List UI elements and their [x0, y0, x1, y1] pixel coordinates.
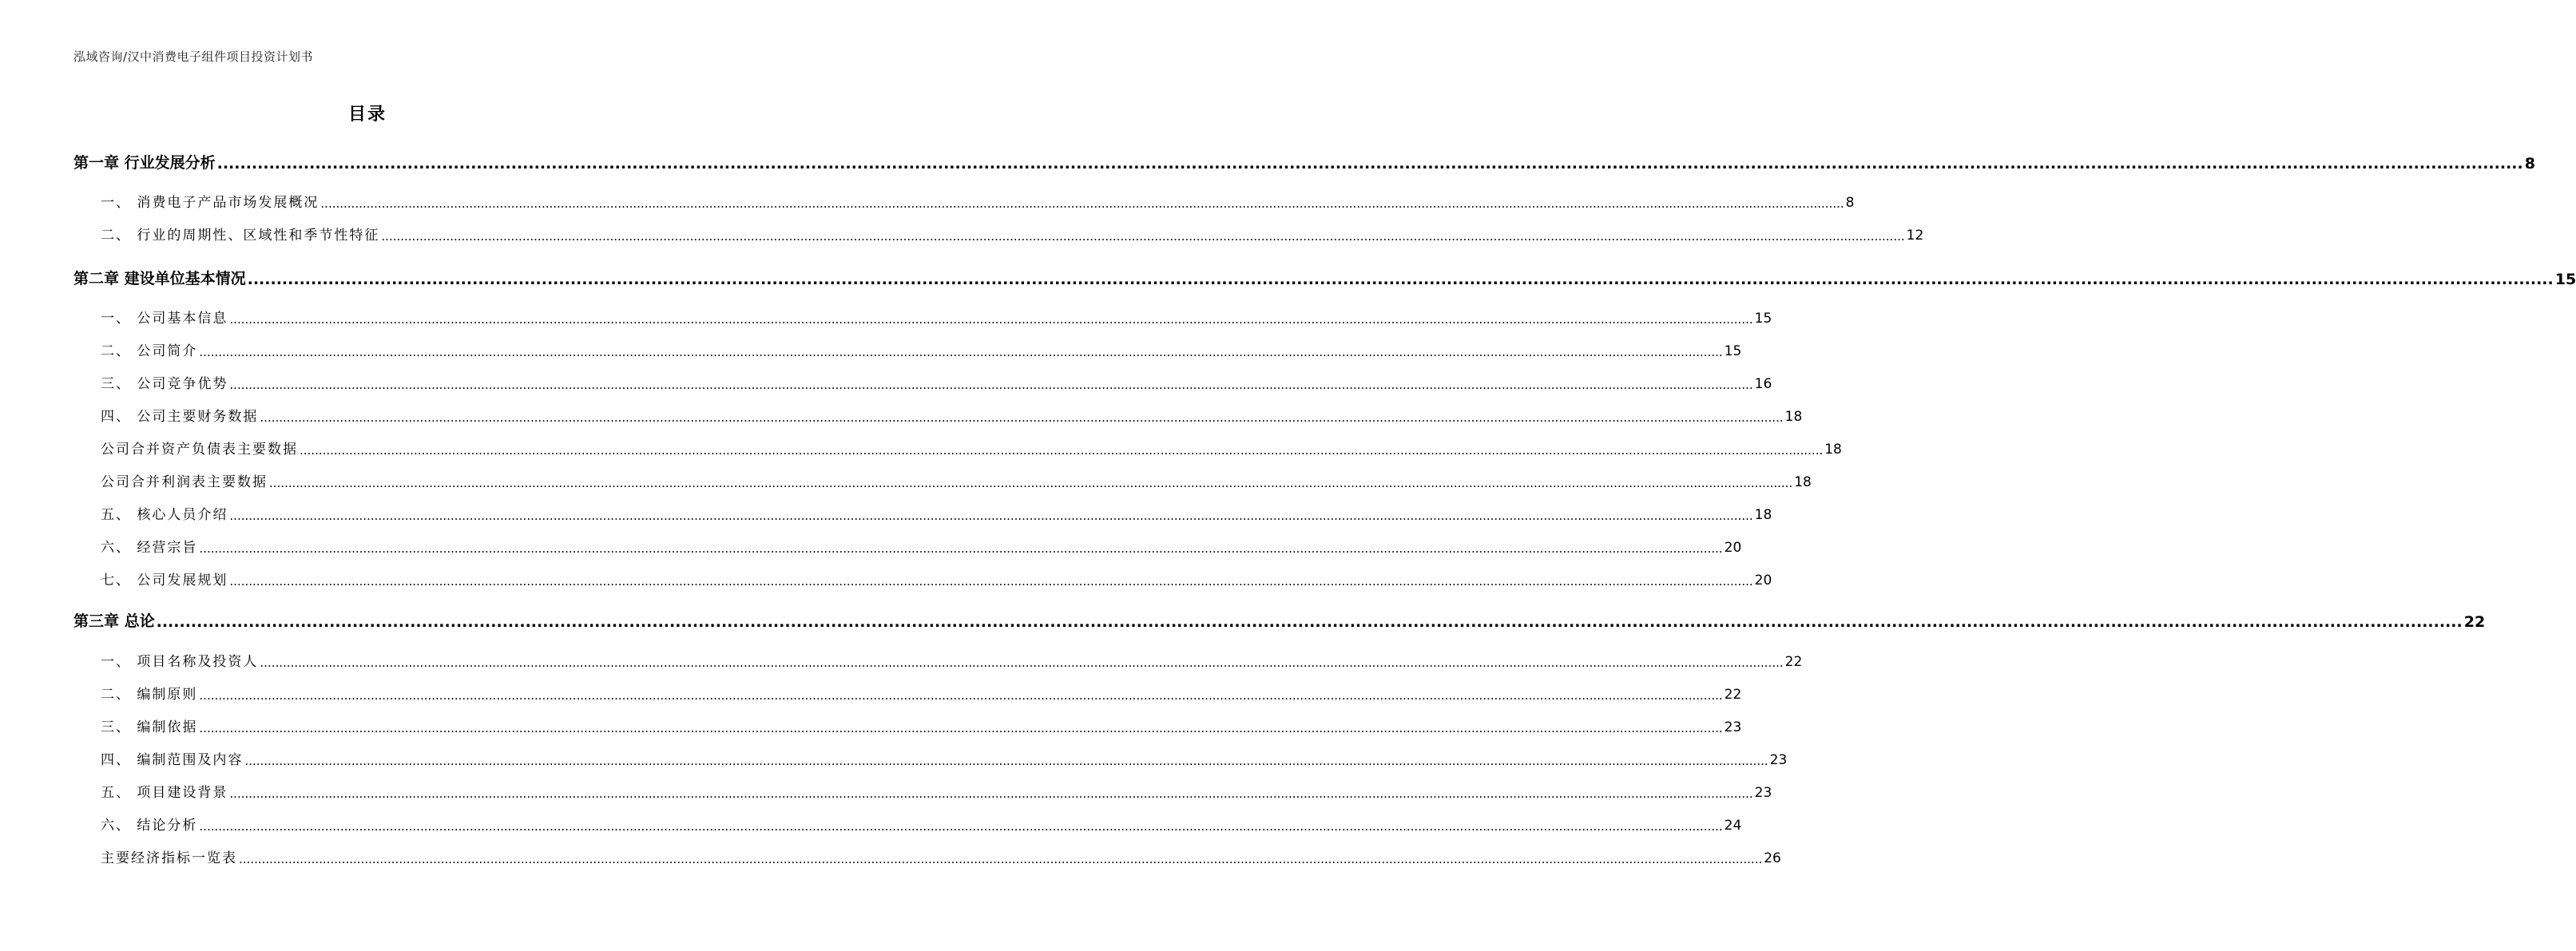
toc-section-entry[interactable] [101, 535, 1742, 556]
toc-page-number: 15 [2554, 271, 2576, 288]
toc-leader-dots: ................................................................................................................................................................................................................................................................................................................................................................................................................ [199, 721, 1723, 735]
toc-section-entry[interactable] [101, 223, 1924, 244]
page-header: 泓域咨询/汉中消费电子组件项目投资计划书 [73, 50, 314, 64]
toc-leader-dots: ................................................................................................................................................................................................................................................................................................................................................................................................................ [300, 443, 1824, 458]
toc-section-entry[interactable] [101, 568, 1772, 588]
toc-leader-dots: ................................................................................................................................................................................................................................................................................................................................................................................................................ [229, 787, 1753, 801]
toc-section-entry[interactable] [101, 437, 1842, 458]
toc-leader-dots: ................................................................................................................................................................................................................................................................................................................................................................................................................ [216, 155, 2523, 172]
toc-section-entry[interactable] [101, 747, 1788, 768]
toc-entry-label: 第三章 总论 [73, 612, 155, 630]
toc-entry-label: 公司合并资产负债表主要数据 [101, 442, 298, 458]
toc-section-entry[interactable] [101, 190, 1855, 211]
toc-leader-dots: ................................................................................................................................................................................................................................................................................................................................................................................................................ [199, 688, 1723, 703]
toc-entry-label: 一、 消费电子产品市场发展概况 [101, 195, 320, 211]
toc-section-entry[interactable] [101, 813, 1742, 834]
toc-page-number: 16 [1754, 376, 1772, 392]
toc-leader-dots: ................................................................................................................................................................................................................................................................................................................................................................................................................ [320, 196, 1844, 211]
toc-leader-dots: ................................................................................................................................................................................................................................................................................................................................................................................................................ [244, 754, 1768, 768]
toc-page-number: 24 [1724, 818, 1742, 834]
toc-page-number: 20 [1754, 573, 1772, 588]
toc-leader-dots: ................................................................................................................................................................................................................................................................................................................................................................................................................ [260, 410, 1784, 425]
toc-page-number: 22 [1784, 654, 1803, 670]
toc-leader-dots: ................................................................................................................................................................................................................................................................................................................................................................................................................ [229, 574, 1753, 588]
toc-leader-dots: ................................................................................................................................................................................................................................................................................................................................................................................................................ [199, 345, 1723, 359]
toc-entry-label: 六、 经营宗旨 [101, 540, 198, 556]
page-title: 目录 [347, 105, 387, 125]
toc-section-entry[interactable] [101, 715, 1742, 735]
toc-chapter-entry[interactable] [73, 266, 2576, 288]
toc-page-number: 8 [1845, 195, 1855, 211]
toc-section-entry[interactable] [101, 306, 1772, 327]
toc-entry-label: 四、 公司主要财务数据 [101, 409, 259, 425]
toc-entry-label: 一、 公司基本信息 [101, 311, 228, 327]
toc-section-entry[interactable] [101, 846, 1781, 866]
toc-section-entry[interactable] [101, 339, 1742, 359]
toc-entry-label: 五、 核心人员介绍 [101, 507, 228, 523]
toc-section-entry[interactable] [101, 649, 1803, 670]
toc-page-number: 18 [1824, 442, 1842, 458]
toc-leader-dots: ................................................................................................................................................................................................................................................................................................................................................................................................................ [381, 229, 1905, 244]
toc-leader-dots: ................................................................................................................................................................................................................................................................................................................................................................................................................ [229, 378, 1753, 392]
toc-leader-dots: ................................................................................................................................................................................................................................................................................................................................................................................................................ [260, 656, 1784, 670]
toc-leader-dots: ................................................................................................................................................................................................................................................................................................................................................................................................................ [229, 509, 1753, 523]
toc-section-entry[interactable] [101, 780, 1772, 801]
toc-section-entry[interactable] [101, 502, 1772, 523]
toc-entry-label: 公司合并利润表主要数据 [101, 474, 268, 490]
toc-page-number: 23 [1754, 785, 1772, 801]
toc-entry-label: 第一章 行业发展分析 [73, 154, 216, 172]
toc-entry-label: 第二章 建设单位基本情况 [73, 270, 246, 287]
toc-chapter-entry[interactable] [73, 608, 2486, 631]
toc-entry-label: 五、 项目建设背景 [101, 785, 228, 801]
toc-page-number: 20 [1724, 540, 1742, 556]
toc-chapter-entry[interactable] [73, 150, 2535, 172]
toc-entry-label: 三、 编制依据 [101, 719, 198, 735]
toc-entry-label: 三、 公司竞争优势 [101, 376, 228, 392]
toc-page-number: 8 [2524, 155, 2535, 172]
toc-leader-dots: ................................................................................................................................................................................................................................................................................................................................................................................................................ [239, 852, 1763, 866]
toc-page-number: 23 [1724, 719, 1742, 735]
toc-entry-label: 二、 行业的周期性、区域性和季节性特征 [101, 228, 380, 244]
toc-page-number: 18 [1794, 474, 1812, 490]
toc-page-number: 12 [1906, 228, 1924, 244]
toc-page-number: 15 [1754, 311, 1772, 327]
toc-entry-label: 一、 项目名称及投资人 [101, 654, 259, 670]
toc-section-entry[interactable] [101, 682, 1742, 703]
toc-section-entry[interactable] [101, 470, 1812, 490]
toc-entry-label: 六、 结论分析 [101, 818, 198, 834]
toc-section-entry[interactable] [101, 371, 1772, 392]
toc-entry-label: 主要经济指标一览表 [101, 850, 237, 866]
toc-entry-label: 二、 编制原则 [101, 687, 198, 703]
toc-page-number: 18 [1754, 507, 1772, 523]
toc-leader-dots: ................................................................................................................................................................................................................................................................................................................................................................................................................ [199, 819, 1723, 834]
toc-leader-dots: ................................................................................................................................................................................................................................................................................................................................................................................................................ [247, 271, 2554, 288]
toc-entry-label: 二、 公司简介 [101, 343, 198, 359]
toc-page-number: 15 [1724, 343, 1742, 359]
toc-page-number: 22 [2463, 613, 2486, 631]
toc-section-entry[interactable] [101, 404, 1803, 425]
toc-leader-dots: ................................................................................................................................................................................................................................................................................................................................................................................................................ [199, 541, 1723, 556]
toc-page-number: 23 [1769, 752, 1788, 768]
toc-page-number: 22 [1724, 687, 1742, 703]
toc-leader-dots: ................................................................................................................................................................................................................................................................................................................................................................................................................ [229, 312, 1753, 327]
toc-entry-label: 七、 公司发展规划 [101, 573, 228, 588]
toc-entry-label: 四、 编制范围及内容 [101, 752, 244, 768]
toc-page-number: 26 [1764, 850, 1781, 866]
toc-page-number: 18 [1784, 409, 1803, 425]
toc-leader-dots: ................................................................................................................................................................................................................................................................................................................................................................................................................ [269, 476, 1793, 490]
toc-leader-dots: ................................................................................................................................................................................................................................................................................................................................................................................................................ [156, 613, 2463, 631]
